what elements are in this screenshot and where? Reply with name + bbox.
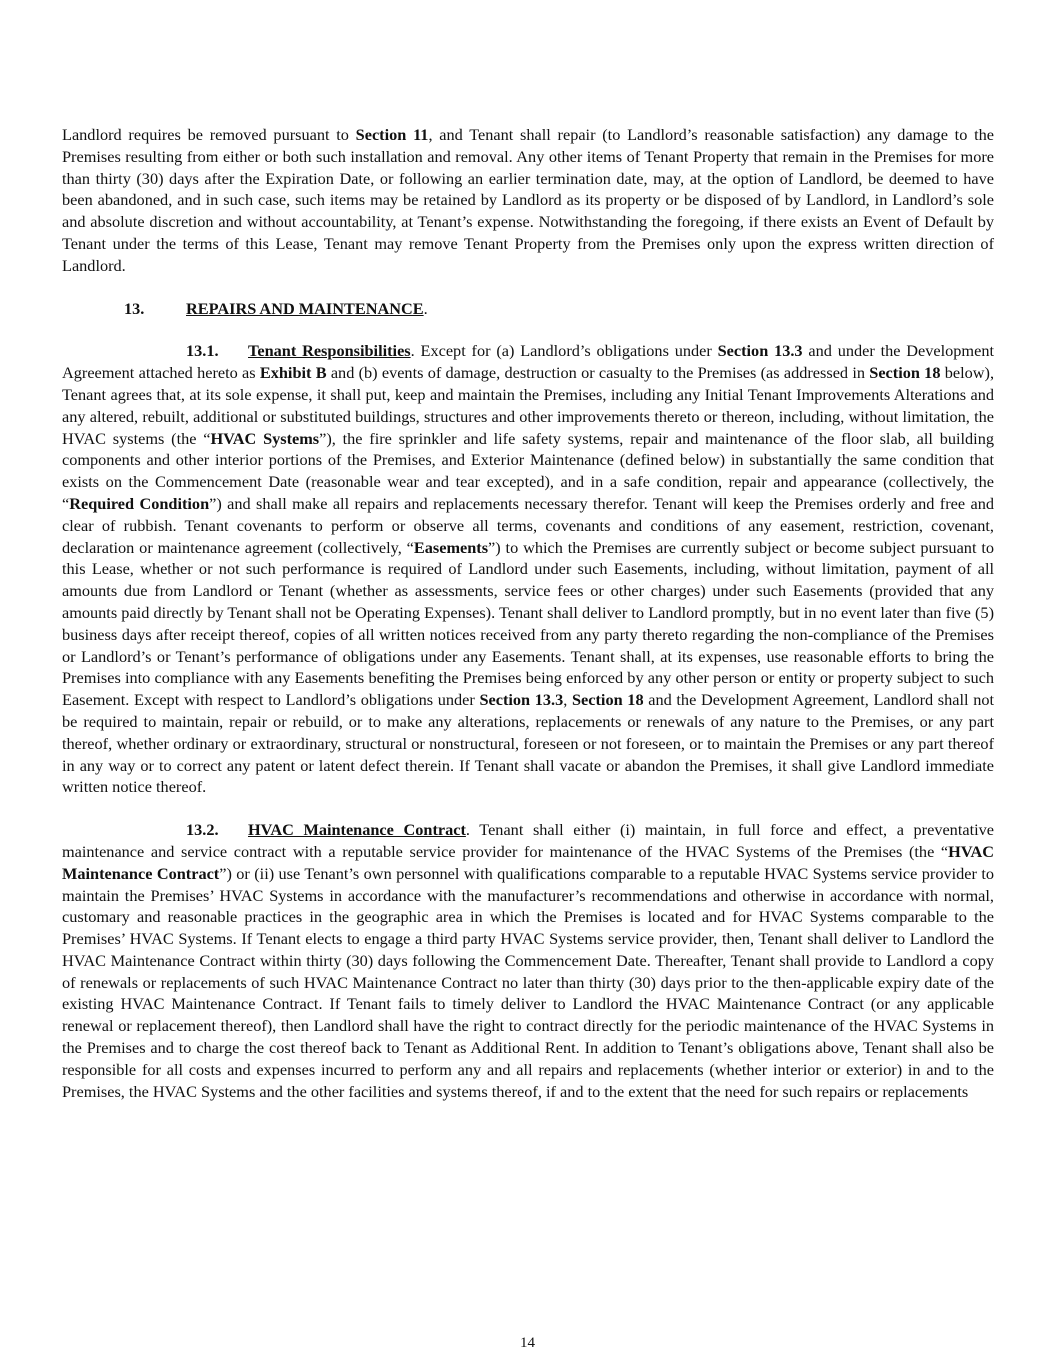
section-13-2-number: 13.2. <box>186 820 219 840</box>
paragraph-tenant-property: Landlord requires be removed pursuant to Section 11, and Tenant shall repair (to Landlord’s reasonable satisfaction) any damage to the Premises resulting from either or both such installation and removal. Any other items of Tenant Property that remain in the Premises for more than thirty (30) days after the Expiration Date, or following an earlier termination date, may, at the option of Landlord, be deemed to have been abandoned, and in such case, such items may be retained by Landlord as its property or be disposed of by Landlord, in Landlord’s sole and absolute discretion and without accountability, at Tenant’s expense. Notwithstanding the foregoing, if there exists an Event of Default by Tenant under the terms of this Lease, Tenant may remove Tenant Property from the Premises only upon the express written direction of Landlord. <box>62 125 994 275</box>
page-number: 14 <box>520 1335 535 1351</box>
section-13-title: REPAIRS AND MAINTENANCE <box>186 298 424 318</box>
section-13-1-number: 13.1. <box>186 341 219 361</box>
section-13-heading: 13. REPAIRS AND MAINTENANCE. <box>124 298 428 318</box>
section-13-2-title: HVAC Maintenance Contract <box>248 820 466 840</box>
section-13-number: 13. <box>124 298 145 318</box>
section-13-1-title: Tenant Responsibilities <box>248 341 411 361</box>
document-page <box>62 124 994 1102</box>
section-13-1-paragraph: 13.1. Tenant Responsibilities. Except for (a) Landlord’s obligations under Section 13.3 and under the Development Agreement attached hereto as Exhibit B and (b) events of damage, destruction or casualty to the Premises (as addressed in Section 18 below), Tenant agrees that, at its sole expense, it shall put, keep and maintain the Premises, including any Initial Tenant Improvements Alterations and any altered, rebuilt, additional or substituted buildings, structures and other improvements thereto or thereon, including, without limitation, the HVAC systems (the “HVAC Systems”), the fire sprinkler and life safety systems, repair and maintenance of the floor slab, all building components and other interior portions of the Premises, and Exterior Maintenance (defined below) in substantially the same condition that exists on the Commencement Date (reasonable wear and tear excepted), and in a safe condition, repair and appearance (collectively, the “Required Condition”) and shall make all repairs and replacements necessary therefor. Tenant will keep the Premises orderly and free and clear of rubbish. Tenant covenants to perform or observe all terms, covenants and conditions of any easement, restriction, covenant, declaration or maintenance agreement (collectively, “Easements”) to which the Premises are currently subject or become subject pursuant to this Lease, whether or not such performance is required of Landlord under such Easements, including, without limitation, payment of all amounts due from Landlord or Tenant (whether as assessments, service fees or other charges) under such Easements (provided that any amounts paid directly by Tenant shall not be Operating Expenses). Tenant shall deliver to Landlord promptly, but in no event later than five (5) business days after receipt thereof, copies of all written notices received from any party thereto regarding the non-compliance of the Premises or Landlord’s or Tenant’s performance of obligations under any Easements. Tenant shall, at its expenses, use reasonable efforts to bring the Premises into compliance with any Easements benefiting the Premises being enforced by any other person or entity or property subject to such Easement. Except with respect to Landlord’s obligations under Section 13.3, Section 18 and the Development Agreement, Landlord shall not be required to maintain, repair or rebuild, or to make any alterations, replacements or renewals of any nature to the Premises, or any part thereof, whether ordinary or extraordinary, structural or nonstructural, foreseen or not foreseen, or to maintain the Premises or any part thereof in any way or to correct any patent or latent defect therein. If Tenant shall vacate or abandon the Premises, it shall give Landlord immediate written notice thereof. <box>62 341 995 797</box>
ref-section-11: Section 11 <box>355 125 429 144</box>
section-13-2-paragraph: 13.2. HVAC Maintenance Contract. Tenant shall either (i) maintain, in full force and effect, a preventative maintenance and service contract with a reputable service provider for maintenance of the HVAC Systems of the Premises (the “HVAC Maintenance Contract”) or (ii) use Tenant’s own personnel with qualifications comparable to a reputable HVAC Systems service provider to maintain the Premises’ HVAC Systems in accordance with the manufacturer’s recommendations and otherwise in accordance with normal, customary and reasonable practices in the geographic area in which the Premises is located and for HVAC Systems comparable to the Premises’ HVAC Systems. If Tenant elects to engage a third party HVAC Systems service provider, then, Tenant shall deliver to Landlord the HVAC Maintenance Contract within thirty (30) days following the Commencement Date. Thereafter, Tenant shall provide to Landlord a copy of renewals or replacements of such HVAC Maintenance Contract no later than thirty (30) days prior to the then-applicable expiry date of the existing HVAC Maintenance Contract. If Tenant fails to timely deliver to Landlord the HVAC Maintenance Contract (or any applicable renewal or replacement thereof), then Landlord shall have the right to contract directly for the periodic maintenance of the HVAC Systems in the Premises and to charge the cost thereof back to Tenant as Additional Rent. In addition to Tenant’s obligations above, Tenant shall also be responsible for all costs and expenses incurred to perform any and all repairs and replacements (whether interior or exterior) in and to the Premises, the HVAC Systems and the other facilities and systems thereof, if and to the extent that the need for such repairs or replacements <box>62 820 994 1101</box>
